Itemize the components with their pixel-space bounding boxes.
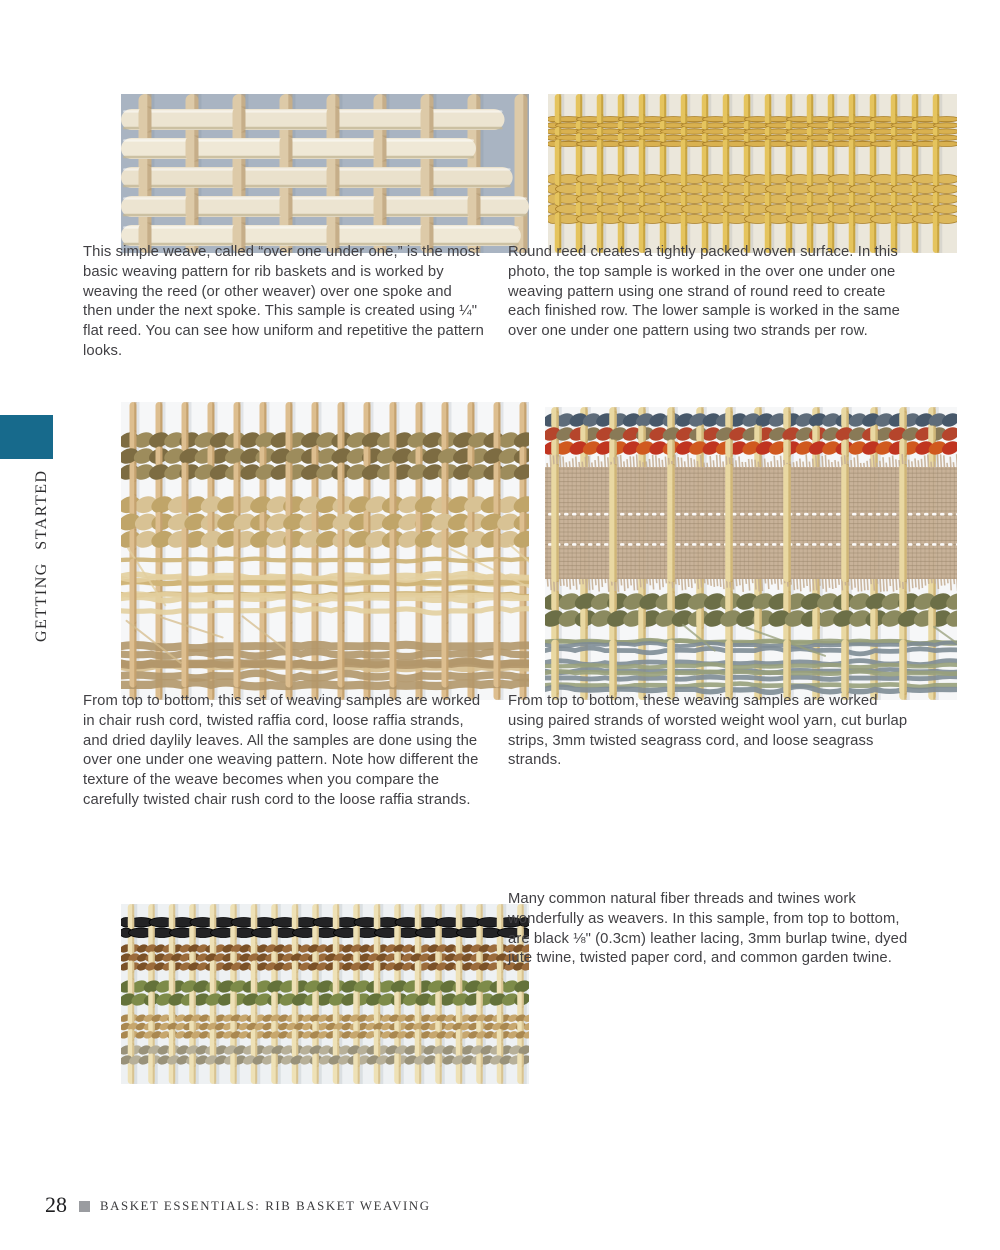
footer-square-bullet	[79, 1201, 90, 1212]
photo-threads-twines-samples	[121, 904, 529, 1084]
photo-flat-reed-weave	[121, 94, 529, 253]
caption-threads-twines: Many common natural fiber threads and twines work wonderfully as weavers. In this sample, from top to bottom, are black ⅛" (0.3cm) leather lacing, 3mm burlap twine, dyed jute twine, twisted paper cord, and common garden twine.	[508, 891, 908, 967]
caption-round-reed: Round reed creates a tightly packed woven surface. In this photo, the top sample is worked in the over one under one weaving pattern using one strand of round reed to create each finished row. The lower sample is worked in the same over one under one pattern using two strands per row.	[508, 244, 900, 340]
book-title: BASKET ESSENTIALS: RIB BASKET WEAVING	[100, 1199, 431, 1213]
page-footer	[45, 1192, 431, 1218]
natural-cords-weave-illustration	[121, 402, 529, 700]
flat-reed-weave-illustration	[121, 94, 529, 253]
section-color-block	[0, 415, 53, 459]
photo-yarn-burlap-seagrass-samples	[545, 407, 957, 700]
photo-natural-cord-samples	[121, 402, 529, 700]
photo-round-reed-weave	[548, 94, 957, 253]
threads-twines-weave-illustration	[121, 904, 529, 1084]
yarn-burlap-seagrass-weave-illustration	[545, 407, 957, 700]
page-number: 28	[45, 1192, 67, 1217]
caption-yarn-burlap-seagrass: From top to bottom, these weaving samples are worked using paired strands of worsted weight wool yarn, cut burlap strips, 3mm twisted seagrass cord, and loose seagrass strands.	[508, 693, 908, 769]
section-tab-label: GETTING STARTED	[33, 469, 50, 642]
caption-natural-cords: From top to bottom, this set of weaving samples are worked in chair rush cord, twisted raffia cord, loose raffia strands, and dried daylily leaves. All the samples are done using the over one under one weaving pattern. Note how different the texture of the weave becomes when you compare the carefully twisted chair rush cord to the loose raffia strands.	[83, 693, 481, 808]
round-reed-weave-illustration	[548, 94, 957, 253]
caption-flat-reed: This simple weave, called “over one under one,” is the most basic weaving pattern for rib baskets and is worked by weaving the reed (or other weaver) over one spoke and then under the next spoke. This sample is created using ¼" flat reed. You can see how uniform and repetitive the pattern looks.	[83, 244, 484, 359]
